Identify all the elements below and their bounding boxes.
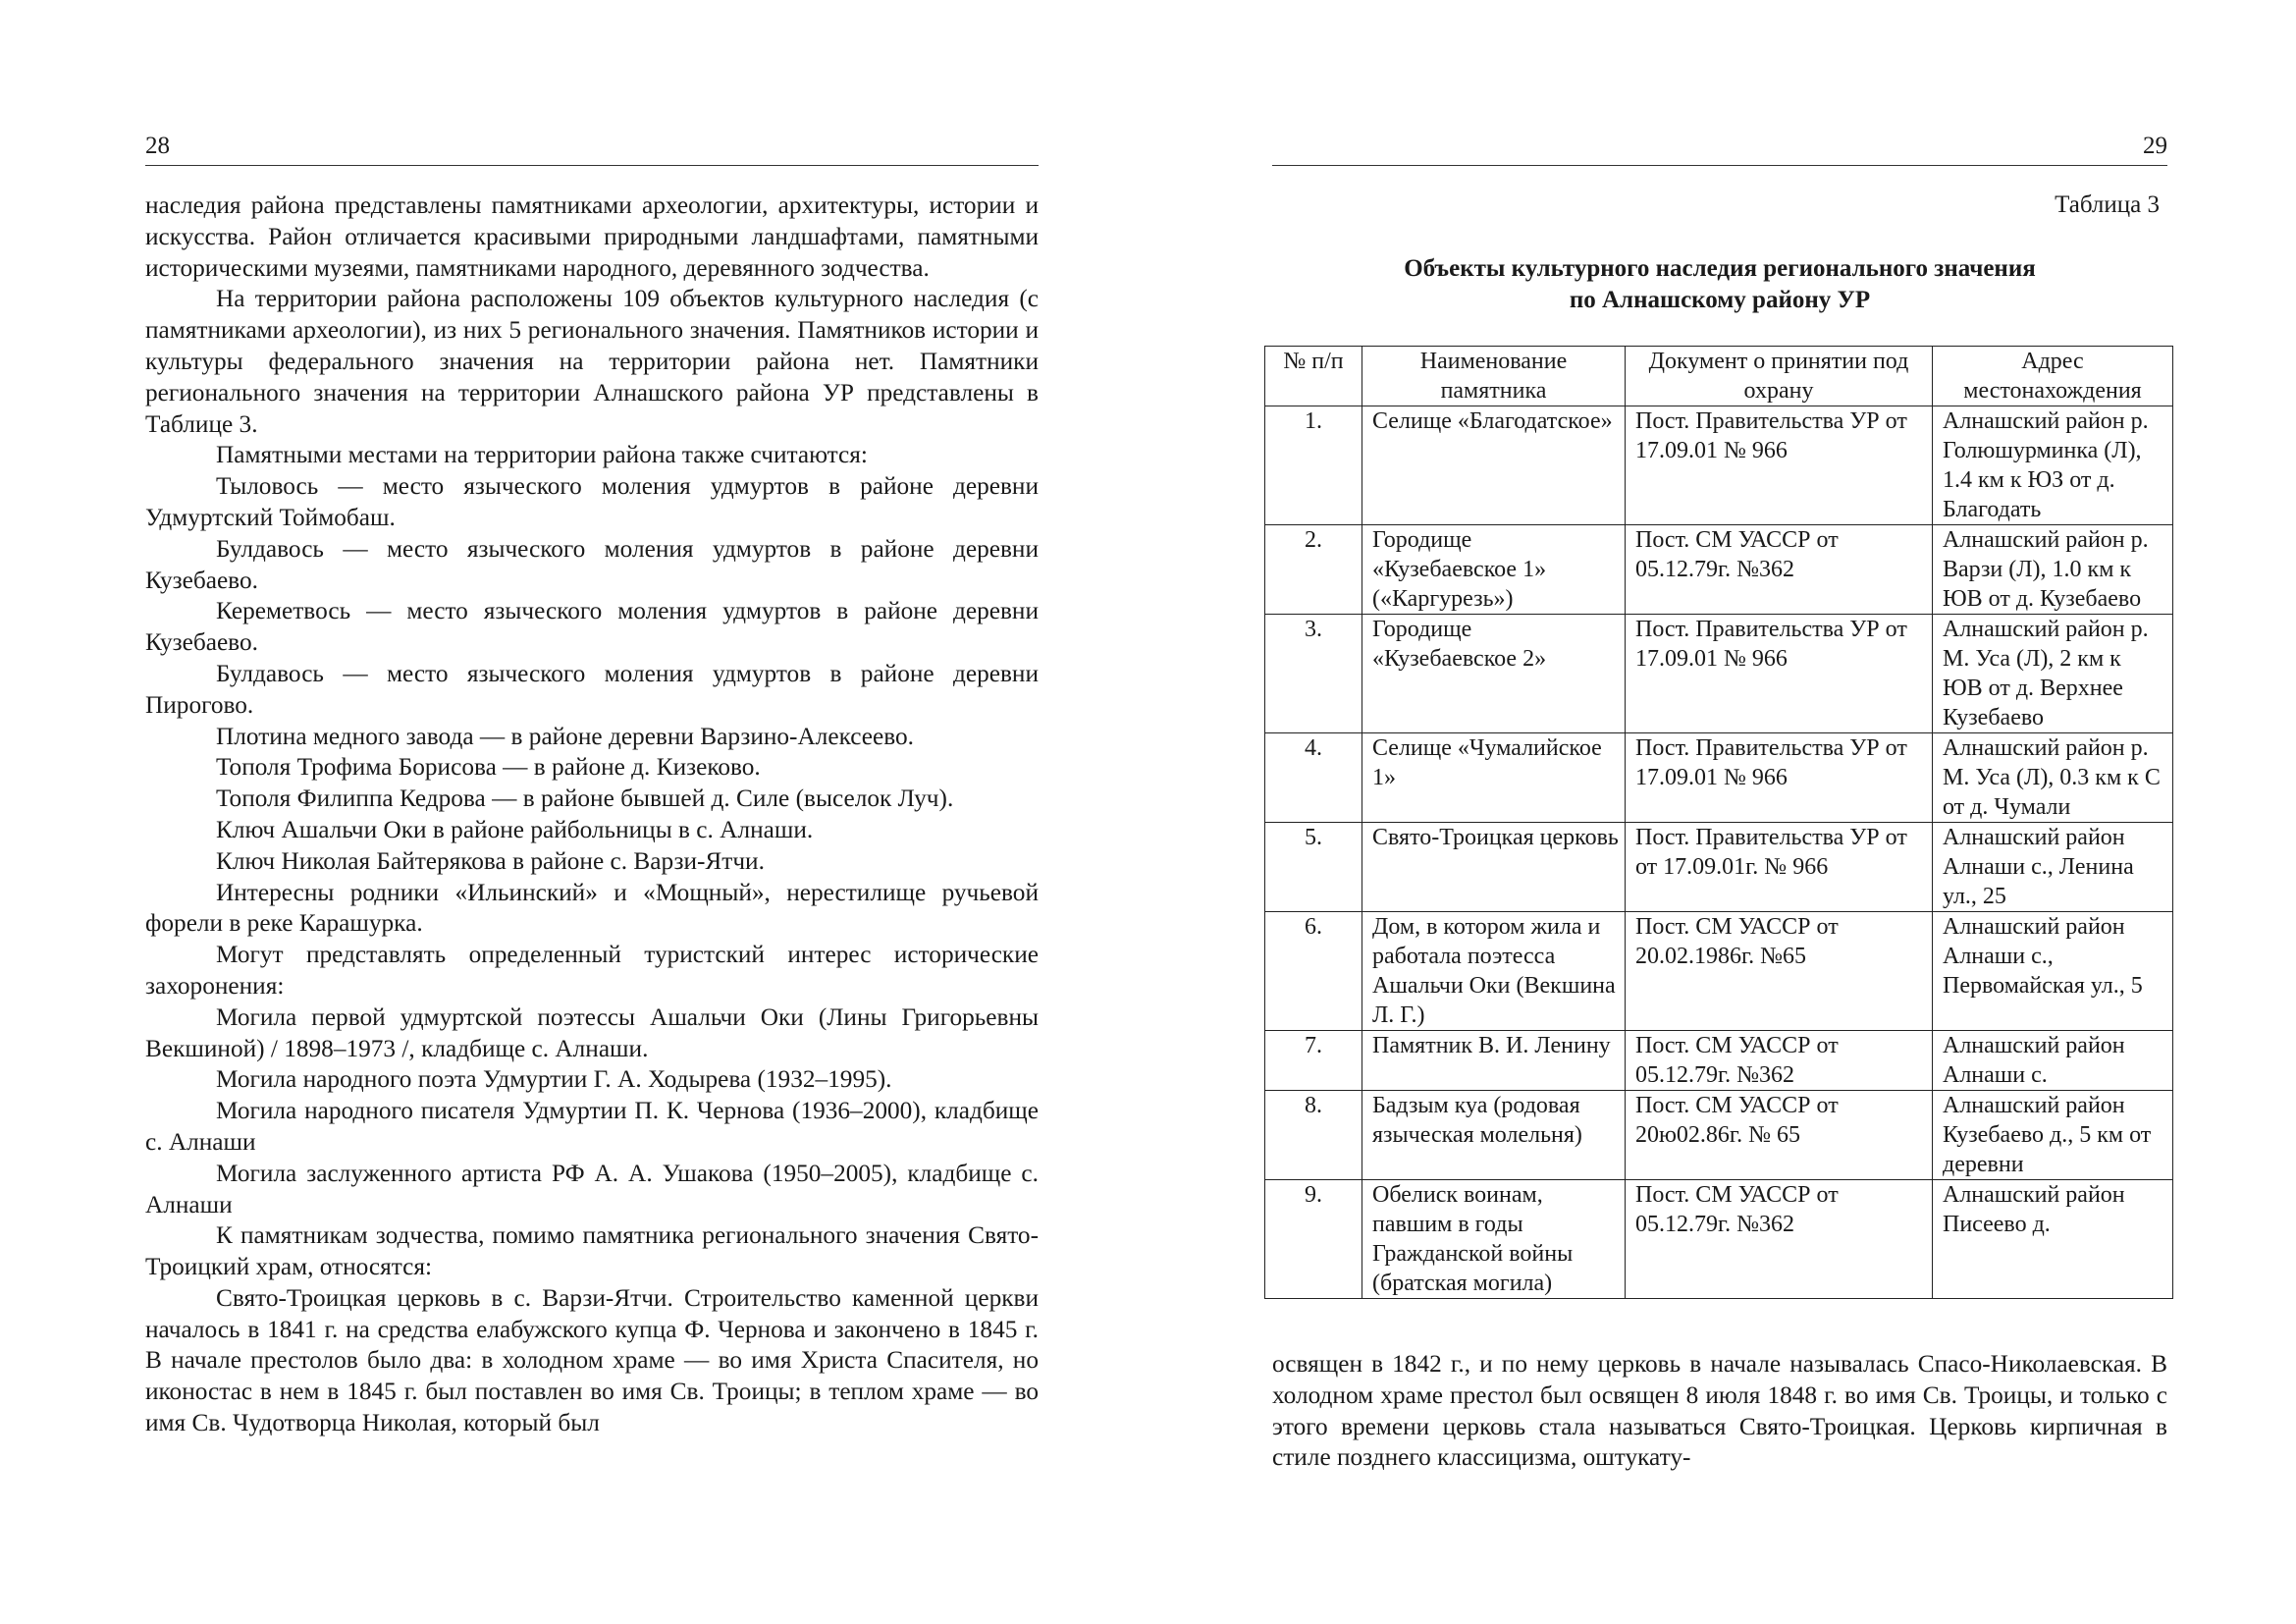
page-number: 28 <box>145 133 170 159</box>
cell-number: 4. <box>1265 733 1362 823</box>
cell-name: Памятник В. И. Ленину <box>1362 1031 1626 1091</box>
paragraph: Тыловось — место языческого моления удмуртов в районе деревни Удмуртский Тоймобаш. <box>145 472 1039 531</box>
cell-document: Пост. СМ УАССР от 05.12.79г. №362 <box>1626 1180 1933 1299</box>
paragraph: Могут представлять определенный туристский интерес исторические захоронения: <box>145 941 1039 1000</box>
paragraph: Кереметвось — место языческого моления удмуртов в районе деревни Кузебаево. <box>145 597 1039 657</box>
table-title <box>1272 253 2167 316</box>
cell-address: Алнашский район р. М. Уса (Л), 2 км к ЮВ от д. Верхнее Кузебаево <box>1933 615 2173 733</box>
paragraph: освящен в 1842 г., и по нему церковь в начале называлась Спасо-Николаевская. В холодном храме престол был освящен 8 июля 1848 г. во имя Св. Троицы, и только с этого времени церковь стала называться Свято-Троицкая. Церковь кирпичная в стиле позднего классицизма, оштукату- <box>1272 1350 2167 1472</box>
paragraph: Могила первой удмуртской поэтессы Ашальчи Оки (Лины Григорьевны Векшиной) / 1898–1973 /, кладбище с. Алнаши. <box>145 1002 1039 1062</box>
cell-address: Алнашский район р. Варзи (Л), 1.0 км к ЮВ от д. Кузебаево <box>1933 525 2173 615</box>
heritage-table <box>1264 346 2173 1299</box>
header-address: Адрес местонахождения <box>1933 347 2173 406</box>
cell-document: Пост. СМ УАССР от 20.02.1986г. №65 <box>1626 912 1933 1031</box>
cell-name: Городище «Кузебаевское 2» <box>1362 615 1626 733</box>
cell-name: Селище «Благодатское» <box>1362 406 1626 525</box>
cell-document: Пост. СМ УАССР от 20ю02.86г. № 65 <box>1626 1091 1933 1180</box>
cell-address: Алнашский район Кузебаево д., 5 км от деревни <box>1933 1091 2173 1180</box>
paragraph: Плотина медного завода — в районе деревни Варзино-Алексеево. <box>216 722 914 750</box>
cell-name: Бадзым куа (родовая языческая молельня) <box>1362 1091 1626 1180</box>
cell-address: Алнашский район р. М. Уса (Л), 0.3 км к С от д. Чумали <box>1933 733 2173 823</box>
cell-number: 9. <box>1265 1180 1362 1299</box>
cell-number: 8. <box>1265 1091 1362 1180</box>
cell-address: Алнашский район Писеево д. <box>1933 1180 2173 1299</box>
cell-number: 1. <box>1265 406 1362 525</box>
cell-document: Пост. Правительства УР от от 17.09.01г. № 966 <box>1626 823 1933 912</box>
paragraph: К памятникам зодчества, помимо памятника регионального значения Свято-Троицкий храм, относятся: <box>145 1221 1039 1281</box>
page-number: 29 <box>2143 133 2167 159</box>
table-row <box>1265 733 2173 823</box>
cell-document: Пост. СМ УАССР от 05.12.79г. №362 <box>1626 1031 1933 1091</box>
cell-document: Пост. Правительства УР от 17.09.01 № 966 <box>1626 615 1933 733</box>
paragraph: Памятными местами на территории района также считаются: <box>216 441 868 469</box>
paragraph: Булдавось — место языческого моления удмуртов в районе деревни Кузебаево. <box>145 534 1039 594</box>
table-title-line: Объекты культурного наследия регионального значения <box>1404 255 2036 282</box>
cell-number: 6. <box>1265 912 1362 1031</box>
paragraph: На территории района расположены 109 объектов культурного наследия (с памятниками археологии), из них 5 регионального значения. Памятников истории и культуры федерального значения на территории района нет. Памятники регионального значения на территории Алнашского района УР представлены в Таблице 3. <box>145 285 1039 438</box>
cell-number: 5. <box>1265 823 1362 912</box>
table-row <box>1265 1031 2173 1091</box>
paragraph: наследия района представлены памятниками археологии, архитектуры, истории и искусства. Район отличается красивыми природными ландшафтами, памятными историческими музеями, памятниками народного, деревянного зодчества. <box>145 191 1039 282</box>
cell-name: Обелиск воинам, павшим в годы Гражданской войны (братская могила) <box>1362 1180 1626 1299</box>
body-text <box>145 190 1039 1439</box>
table-body <box>1265 406 2173 1299</box>
table-row <box>1265 1091 2173 1180</box>
page-header <box>1272 130 2167 166</box>
cell-number: 2. <box>1265 525 1362 615</box>
paragraph: Интересны родники «Ильинский» и «Мощный», нерестилище ручьевой форели в реке Карашурка. <box>145 878 1039 938</box>
cell-name: Городище «Кузебаевское 1» («Каргурезь») <box>1362 525 1626 615</box>
table-title-line: по Алнашскому району УР <box>1569 287 1871 313</box>
table-label: Таблица 3 <box>2055 191 2160 218</box>
cell-address: Алнашский район Алнаши с. <box>1933 1031 2173 1091</box>
table-row <box>1265 615 2173 733</box>
table-header-row <box>1265 347 2173 406</box>
table-row <box>1265 823 2173 912</box>
cell-name: Свято-Троицкая церковь <box>1362 823 1626 912</box>
paragraph: Тополя Трофима Борисова — в районе д. Кизеково. <box>216 753 761 782</box>
header-document: Документ о принятии под охрану <box>1626 347 1933 406</box>
table-row <box>1265 912 2173 1031</box>
paragraph: Ключ Ашальчи Оки в районе райбольницы в с. Алнаши. <box>216 815 814 843</box>
header-name: Наименование памятника <box>1362 347 1626 406</box>
cell-document: Пост. Правительства УР от 17.09.01 № 966 <box>1626 406 1933 525</box>
paragraph: Могила заслуженного артиста РФ А. А. Ушакова (1950–2005), кладбище с. Алнаши <box>145 1159 1039 1218</box>
table-row <box>1265 525 2173 615</box>
cell-address: Алнашский район Алнаши с., Ленина ул., 25 <box>1933 823 2173 912</box>
cell-address: Алнашский район Алнаши с., Первомайская ул., 5 <box>1933 912 2173 1031</box>
paragraph: Могила народного поэта Удмуртии Г. А. Ходырева (1932–1995). <box>216 1065 892 1094</box>
table-row <box>1265 406 2173 525</box>
header-number: № п/п <box>1265 347 1362 406</box>
table-row <box>1265 1180 2173 1299</box>
page-header <box>145 130 1039 166</box>
paragraph: Могила народного писателя Удмуртии П. К. Чернова (1936–2000), кладбище с. Алнаши <box>145 1097 1039 1156</box>
body-text <box>1272 1349 2167 1474</box>
cell-name: Селище «Чумалийское 1» <box>1362 733 1626 823</box>
paragraph: Булдавось — место языческого моления удмуртов в районе деревни Пирогово. <box>145 659 1039 719</box>
cell-name: Дом, в котором жила и работала поэтесса Ашальчи Оки (Векшина Л. Г.) <box>1362 912 1626 1031</box>
cell-address: Алнашский район р. Голюшурминка (Л), 1.4 км к ЮЗ от д. Благодать <box>1933 406 2173 525</box>
cell-number: 7. <box>1265 1031 1362 1091</box>
cell-number: 3. <box>1265 615 1362 733</box>
paragraph: Свято-Троицкая церковь в с. Варзи-Ятчи. Строительство каменной церкви началось в 1841 г. на средства елабужского купца Ф. Чернова и закончено в 1845 г. В начале престолов было два: в холодном храме — во имя Христа Спасителя, но иконостас в нем в 1845 г. был поставлен во имя Св. Троицы; в теплом храме — во имя Св. Чудотворца Николая, который был <box>145 1283 1039 1437</box>
cell-document: Пост. СМ УАССР от 05.12.79г. №362 <box>1626 525 1933 615</box>
paragraph: Тополя Филиппа Кедрова — в районе бывшей д. Силе (выселок Луч). <box>216 785 954 813</box>
paragraph: Ключ Николая Байтерякова в районе с. Варзи-Ятчи. <box>216 846 765 875</box>
cell-document: Пост. Правительства УР от 17.09.01 № 966 <box>1626 733 1933 823</box>
